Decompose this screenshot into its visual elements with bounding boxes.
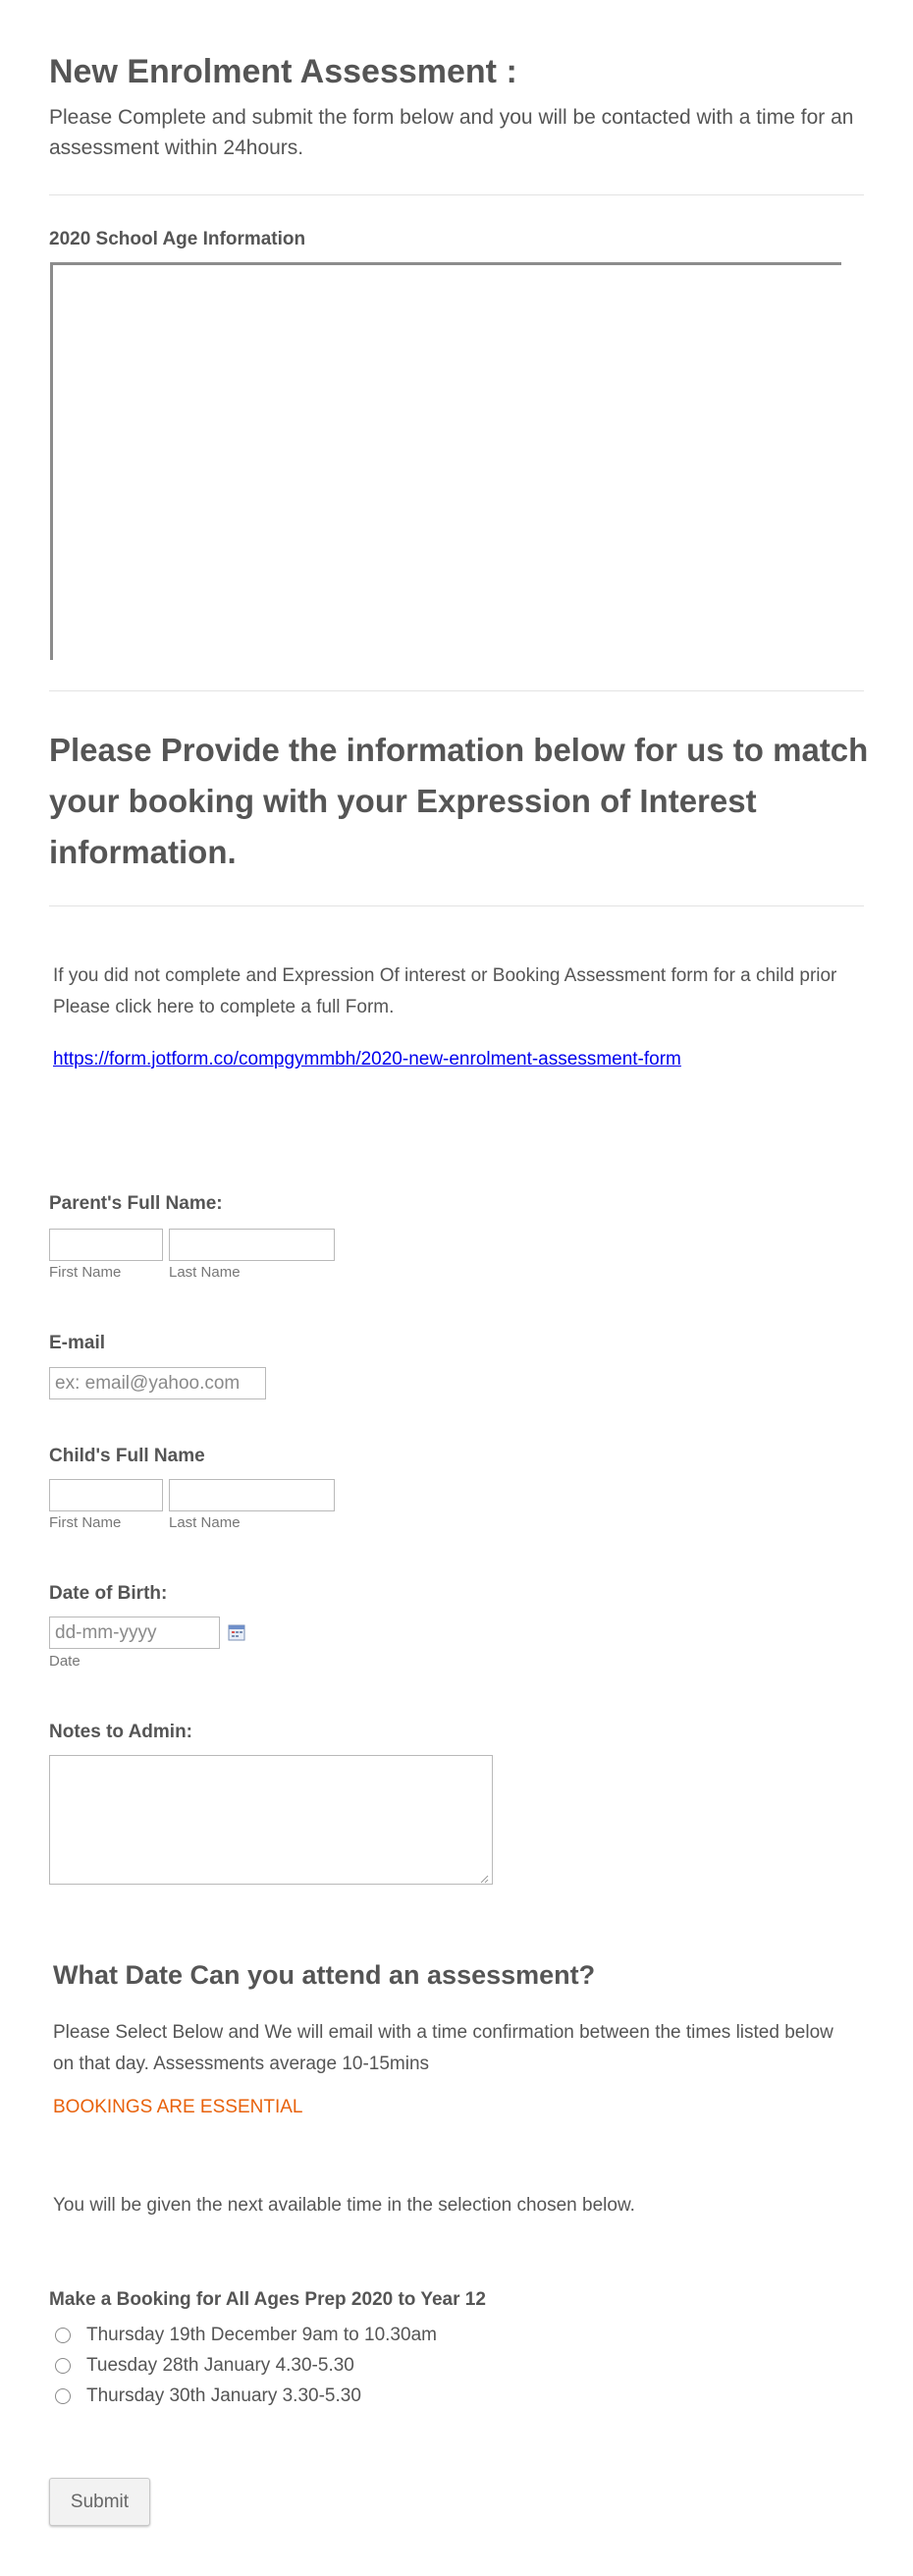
- dob-sublabel: Date: [49, 1653, 81, 1670]
- child-last-name-sublabel: Last Name: [169, 1514, 241, 1531]
- eoi-note-line2: Please click here to complete a full Form.: [53, 997, 395, 1017]
- bookings-essential-text: BOOKINGS ARE ESSENTIAL: [53, 2097, 303, 2117]
- divider: [49, 905, 864, 906]
- calendar-icon[interactable]: [228, 1623, 245, 1641]
- full-form-link[interactable]: https://form.jotform.co/compgymmbh/2020-new-enrolment-assessment-form: [53, 1049, 681, 1069]
- booking-option-label: Thursday 30th January 3.30-5.30: [86, 2385, 361, 2406]
- radio-button[interactable]: [55, 2358, 71, 2374]
- embedded-frame[interactable]: [50, 262, 841, 660]
- child-first-name-input[interactable]: [49, 1479, 163, 1511]
- parent-first-name-input[interactable]: [49, 1229, 163, 1261]
- radio-button[interactable]: [55, 2328, 71, 2343]
- assessment-heading: What Date Can you attend an assessment?: [53, 1960, 596, 1990]
- dob-label: Date of Birth:: [49, 1583, 168, 1604]
- notes-textarea[interactable]: [49, 1755, 493, 1885]
- booking-option[interactable]: [55, 2322, 437, 2349]
- booking-option[interactable]: [55, 2352, 354, 2380]
- notes-label: Notes to Admin:: [49, 1722, 193, 1742]
- info-heading: Please Provide the information below for us to match your booking with your Expression of Interest information.: [49, 732, 869, 870]
- section-title-school-age: 2020 School Age Information: [49, 229, 306, 249]
- dob-input[interactable]: [49, 1617, 220, 1649]
- parent-last-name-sublabel: Last Name: [169, 1264, 241, 1281]
- booking-option-label: Tuesday 28th January 4.30-5.30: [86, 2355, 354, 2376]
- radio-button[interactable]: [55, 2388, 71, 2404]
- parent-last-name-input[interactable]: [169, 1229, 335, 1261]
- booking-option[interactable]: [55, 2383, 361, 2410]
- child-name-label: Child's Full Name: [49, 1446, 205, 1466]
- next-available-text: You will be given the next available time in the selection chosen below.: [53, 2195, 635, 2216]
- parent-name-label: Parent's Full Name:: [49, 1193, 223, 1214]
- submit-button[interactable]: Submit: [49, 2478, 150, 2526]
- booking-option-label: Thursday 19th December 9am to 10.30am: [86, 2325, 437, 2345]
- divider: [49, 690, 864, 691]
- child-first-name-sublabel: First Name: [49, 1514, 122, 1531]
- resize-grip-icon[interactable]: [479, 1871, 489, 1881]
- booking-label: Make a Booking for All Ages Prep 2020 to Year 12: [49, 2289, 486, 2310]
- eoi-note-line1: If you did not complete and Expression Of interest or Booking Assessment form for a child prior: [53, 965, 837, 986]
- page-title: New Enrolment Assessment :: [49, 53, 517, 90]
- page-subtitle: Please Complete and submit the form below and you will be contacted with a time for an assessment within 24hours.: [49, 106, 854, 159]
- child-last-name-input[interactable]: [169, 1479, 335, 1511]
- divider: [49, 194, 864, 195]
- parent-first-name-sublabel: First Name: [49, 1264, 122, 1281]
- assessment-text: Please Select Below and We will email with a time confirmation between the times listed below on that day. Assessments average 10-15mins: [53, 2022, 833, 2074]
- email-label: E-mail: [49, 1333, 106, 1353]
- email-field[interactable]: [49, 1367, 266, 1399]
